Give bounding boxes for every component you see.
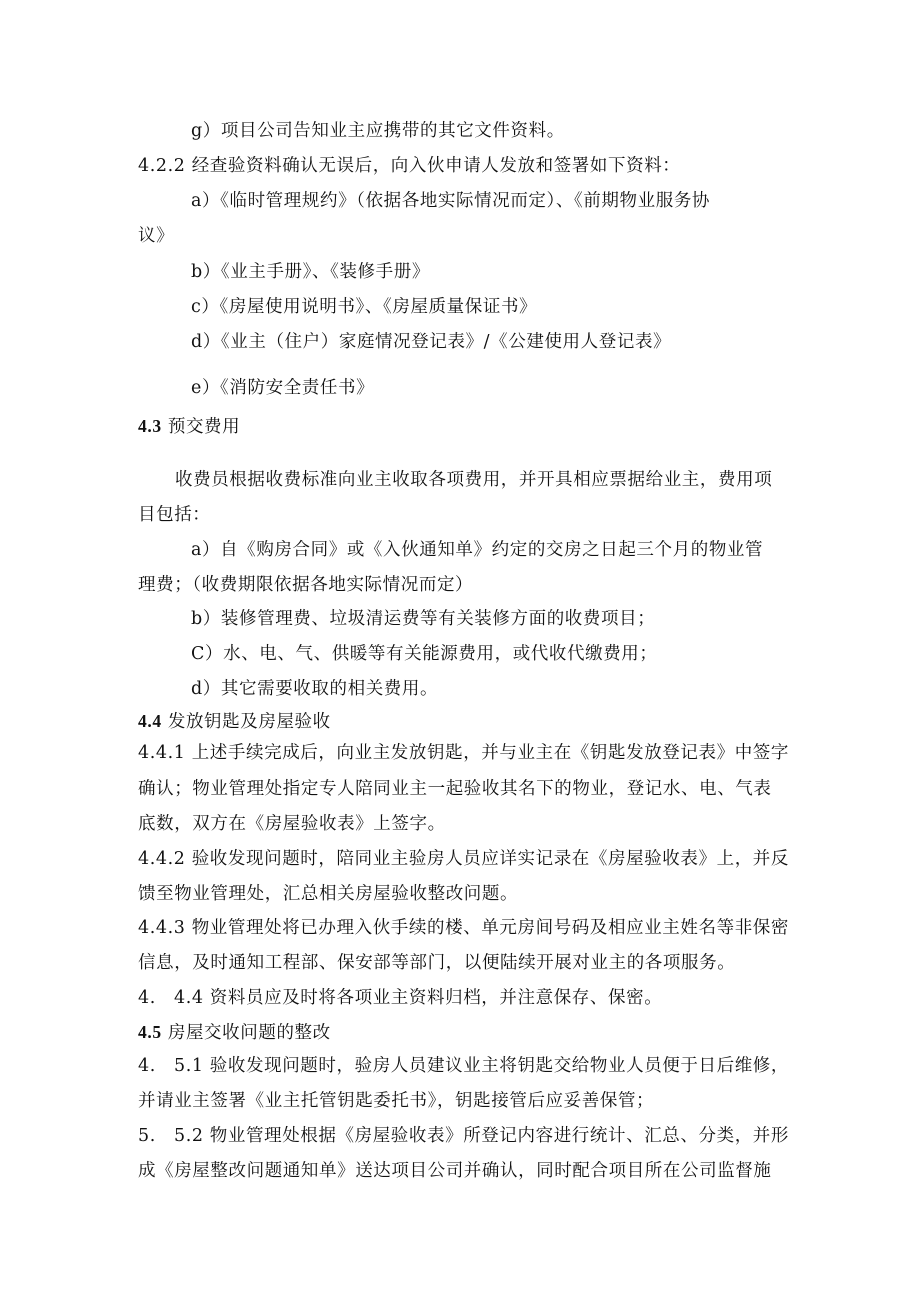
heading-4-4 [138, 709, 331, 734]
item-c: c）《房屋使用说明书》、《房屋质量保证书》 [191, 297, 538, 317]
section-4-5-1-line1: 4. 5.1 验收发现问题时，验房人员建议业主将钥匙交给物业人员便于日后维修， [138, 1056, 789, 1076]
section-4-2-2: 4.2.2 经查验资料确认无误后，向入伙申请人发放和签署如下资料： [138, 156, 681, 176]
section-4-5-2-line2: 成《房屋整改问题通知单》送达项目公司并确认，同时配合项目所在公司监督施 [138, 1161, 772, 1181]
heading-4-5-number: 4.5 [138, 1022, 162, 1042]
item-a-line1: a）《临时管理规约》（依据各地实际情况而定）、《前期物业服务协 [191, 191, 711, 211]
section-4-4-2-line1: 4.4.2 验收发现问题时，陪同业主验房人员应详实记录在《房屋验收表》上，并反 [138, 849, 789, 869]
fee-a-line1: a）自《购房合同》或《入伙通知单》约定的交房之日起三个月的物业管 [191, 540, 764, 560]
heading-4-3-title: 预交费用 [167, 417, 241, 437]
fee-a-line2: 理费；（收费期限依据各地实际情况而定） [138, 575, 474, 595]
heading-4-3 [138, 414, 240, 439]
section-4-4-2-line2: 馈至物业管理处，汇总相关房屋验收整改问题。 [138, 884, 519, 904]
section-4-4-1-line2: 确认；物业管理处指定专人陪同业主一起验收其名下的物业，登记水、电、气表 [138, 779, 772, 799]
item-b: b）《业主手册》、《装修手册》 [191, 262, 430, 282]
section-4-4-4: 4. 4.4 资料员应及时将各项业主资料归档，并注意保存、保密。 [138, 988, 663, 1008]
heading-4-4-title: 发放钥匙及房屋验收 [167, 712, 331, 732]
section-4-4-3-line2: 信息，及时通知工程部、保安部等部门，以便陆续开展对业主的各项服务。 [138, 953, 736, 973]
item-e: e）《消防安全责任书》 [191, 378, 375, 398]
item-g: g）项目公司告知业主应携带的其它文件资料。 [191, 121, 565, 141]
item-a-line2: 议》 [138, 226, 175, 246]
fee-b: b）装修管理费、垃圾清运费等有关装修方面的收费项目； [191, 609, 656, 629]
fee-c: C）水、电、气、供暖等有关能源费用，或代收代缴费用； [191, 644, 658, 664]
section-4-4-1-line1: 4.4.1 上述手续完成后，向业主发放钥匙，并与业主在《钥匙发放登记表》中签字 [138, 743, 789, 763]
heading-4-3-number: 4.3 [138, 416, 162, 436]
section-4-4-3-line1: 4.4.3 物业管理处将已办理入伙手续的楼、单元房间号码及相应业主姓名等非保密 [138, 918, 789, 938]
heading-4-5-title: 房屋交收问题的整改 [167, 1023, 331, 1043]
heading-4-5 [138, 1020, 331, 1045]
para-4-3-line2: 目包括： [138, 505, 211, 525]
heading-4-4-number: 4.4 [138, 711, 162, 731]
item-d: d）《业主（住户）家庭情况登记表》/《公建使用人登记表》 [191, 332, 672, 352]
section-4-4-1-line3: 底数，双方在《房屋验收表》上签字。 [138, 814, 446, 834]
section-4-5-2-line1: 5. 5.2 物业管理处根据《房屋验收表》所登记内容进行统计、汇总、分类，并形 [138, 1126, 789, 1146]
section-4-5-1-line2: 并请业主签署《业主托管钥匙委托书》，钥匙接管后应妥善保管； [138, 1091, 655, 1111]
para-4-3-line1: 收费员根据收费标准向业主收取各项费用，并开具相应票据给业主，费用项 [175, 470, 773, 490]
fee-d: d）其它需要收取的相关费用。 [191, 679, 439, 699]
